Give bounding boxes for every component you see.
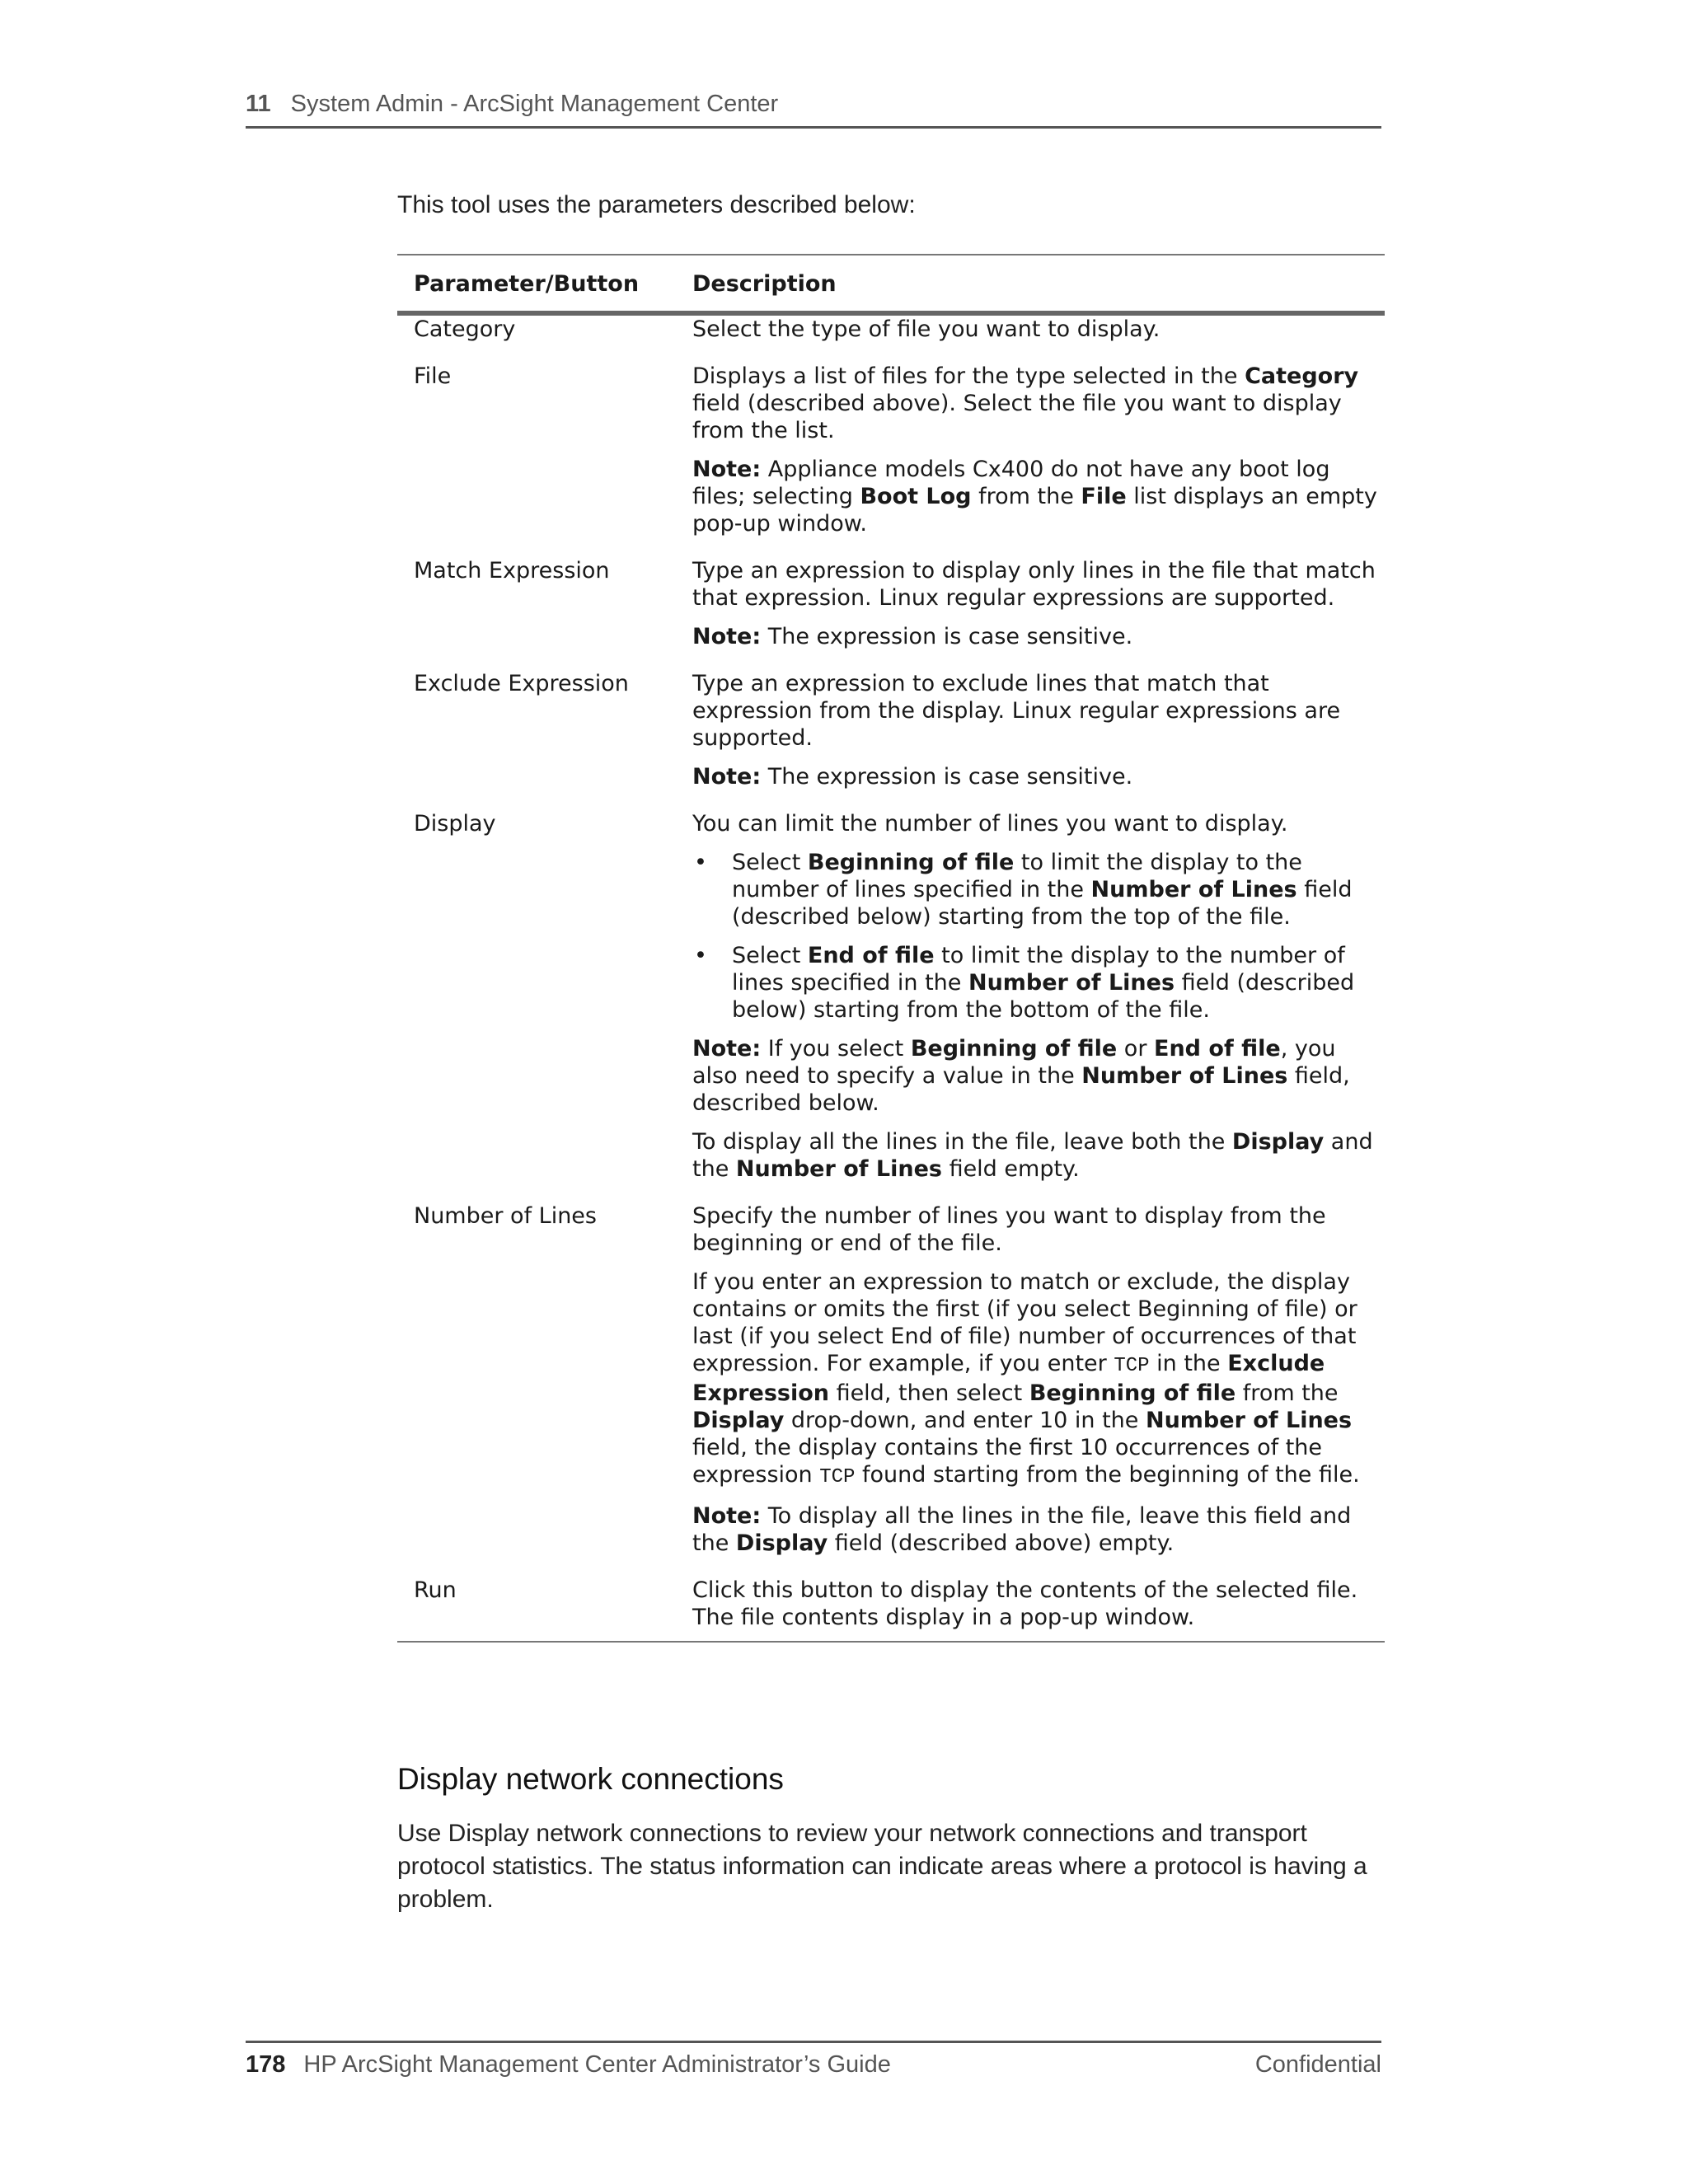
parameter-name: File xyxy=(414,363,452,389)
bold-term: Note: xyxy=(692,1503,762,1529)
bold-term: Beginning of file xyxy=(807,850,1015,875)
text-run: Appliance models Cx400 do not have any boot log files; selecting xyxy=(692,457,1330,509)
text-run: list displays an empty pop-up window. xyxy=(692,484,1377,537)
text-run: The expression is case sensitive. xyxy=(761,624,1133,649)
parameter-description xyxy=(678,810,1378,1183)
parameter-name: Exclude Expression xyxy=(414,671,629,696)
text-run: Type an expression to display only lines in the file that match that expression. Linux regular expressions are supported. xyxy=(692,558,1376,611)
chapter-title: System Admin - ArcSight Management Center xyxy=(290,91,779,117)
text-run: to limit the display to the number of lines specified in the xyxy=(732,850,1302,902)
description-paragraph xyxy=(692,1035,1378,1117)
table-row xyxy=(397,353,1385,547)
text-run: The expression is case sensitive. xyxy=(761,764,1133,790)
bold-term: End of file xyxy=(1154,1036,1281,1062)
bold-term: Number of Lines xyxy=(1090,877,1297,902)
parameter-description xyxy=(678,363,1378,537)
text-run: Select xyxy=(732,943,808,968)
text-run: field, then select xyxy=(828,1380,1029,1406)
parameter-description xyxy=(678,670,1378,790)
table-row xyxy=(397,1193,1385,1567)
text-run: field empty. xyxy=(941,1156,1080,1182)
table-row xyxy=(397,660,1385,800)
table-header xyxy=(397,255,1385,316)
description-paragraph xyxy=(692,1577,1378,1631)
text-run: Click this button to display the contents of the selected file. The file contents display in a pop-up window. xyxy=(692,1577,1358,1630)
column-header-parameter: Parameter/Button xyxy=(414,271,640,297)
bold-term: Beginning of file xyxy=(1029,1380,1236,1406)
bold-term: Category xyxy=(1245,363,1359,389)
text-run: in the xyxy=(1149,1351,1228,1376)
bold-term: File xyxy=(1081,484,1127,509)
description-paragraph xyxy=(692,316,1378,343)
text-run: and the xyxy=(692,1129,1373,1182)
bold-term: Exclude Expression xyxy=(692,1351,1325,1406)
bold-term: Number of Lines xyxy=(735,1156,942,1182)
text-run: To display all the lines in the file, leave this field and the xyxy=(692,1503,1352,1556)
table-row xyxy=(397,316,1385,353)
intro-text: This tool uses the parameters described below: xyxy=(397,191,916,218)
text-run: , you also need to specify a value in the xyxy=(692,1036,1336,1089)
text-run: If you enter an expression to match or exclude, the display contains or omits the first (if you select Beginning of file) or last (if you select End of file) number of occurrences of that expression. For example, if you enter xyxy=(692,1269,1357,1376)
text-run: Displays a list of files for the type selected in the xyxy=(692,363,1245,389)
bold-term: Note: xyxy=(692,457,762,482)
text-run: found starting from the beginning of the file. xyxy=(855,1462,1360,1488)
confidential-label: Confidential xyxy=(1254,2051,1381,2078)
description-paragraph xyxy=(692,1268,1378,1491)
bold-term: Beginning of file xyxy=(910,1036,1118,1062)
bold-term: Display xyxy=(1231,1129,1325,1155)
text-run: Specify the number of lines you want to display from the beginning or end of the file. xyxy=(692,1203,1326,1256)
table-row xyxy=(397,547,1385,660)
text-run: You can limit the number of lines you want to display. xyxy=(692,811,1288,837)
text-run: from the xyxy=(971,484,1081,509)
page-number: 178 xyxy=(246,2051,286,2078)
bold-term: Number of Lines xyxy=(1145,1408,1353,1433)
text-run: If you select xyxy=(761,1036,911,1062)
text-run: drop-down, and enter 10 in the xyxy=(784,1408,1146,1433)
description-paragraph xyxy=(692,456,1378,537)
text-run: field (described below) starting from the bottom of the file. xyxy=(732,970,1355,1023)
description-paragraph xyxy=(692,623,1378,650)
bold-term: Boot Log xyxy=(860,484,972,509)
parameter-name: Number of Lines xyxy=(414,1203,597,1229)
bold-term: Number of Lines xyxy=(1081,1063,1288,1089)
description-paragraph xyxy=(692,1128,1378,1183)
description-paragraph xyxy=(692,1502,1378,1557)
column-header-description: Description xyxy=(692,271,837,297)
bold-term: Number of Lines xyxy=(968,970,1175,996)
text-run: field, described below. xyxy=(692,1063,1350,1116)
description-paragraph xyxy=(692,763,1378,790)
description-paragraph xyxy=(692,557,1378,612)
bullet-item xyxy=(692,942,1378,1024)
bold-term: Display xyxy=(735,1530,828,1556)
description-paragraph xyxy=(692,810,1378,837)
bold-term: Display xyxy=(692,1408,785,1433)
table-row xyxy=(397,800,1385,1193)
text-run: Type an expression to exclude lines that match that expression from the display. Linux regular expressions are supported. xyxy=(692,671,1341,751)
parameter-table xyxy=(397,254,1385,1643)
text-run: field (described above) empty. xyxy=(828,1530,1175,1556)
description-paragraph xyxy=(692,363,1378,444)
bold-term: Note: xyxy=(692,1036,762,1062)
text-run: field, the display contains the first 10 occurrences of the expression xyxy=(692,1435,1323,1488)
text-run: to limit the display to the number of lines specified in the xyxy=(732,943,1345,996)
text-run: To display all the lines in the file, leave both the xyxy=(692,1129,1232,1155)
parameter-description xyxy=(678,1577,1378,1631)
section-heading: Display network connections xyxy=(397,1762,784,1796)
parameter-name: Match Expression xyxy=(414,558,610,583)
chapter-number: 11 xyxy=(246,91,271,117)
bold-term: End of file xyxy=(807,943,935,968)
text-run: from the xyxy=(1236,1380,1339,1406)
table-body xyxy=(397,316,1385,1641)
text-run: or xyxy=(1117,1036,1155,1062)
section-body: Use Display network connections to review your network connections and transport protocol statistics. The status information can indicate areas where a protocol is having a problem. xyxy=(397,1820,1367,1913)
code-term: TCP xyxy=(819,1466,856,1488)
parameter-name: Run xyxy=(414,1577,457,1603)
running-footer xyxy=(246,2041,1381,2079)
footer-left xyxy=(246,2051,891,2079)
bold-term: Note: xyxy=(692,624,762,649)
code-term: TCP xyxy=(1114,1355,1150,1377)
description-paragraph xyxy=(692,670,1378,752)
text-run: field (described above). Select the file you want to display from the list. xyxy=(692,391,1342,443)
parameter-name: Category xyxy=(414,316,516,342)
text-run: Select xyxy=(732,850,808,875)
text-run: Select the type of file you want to display. xyxy=(692,316,1160,342)
book-title: HP ArcSight Management Center Administrator’s Guide xyxy=(303,2051,891,2078)
parameter-name: Display xyxy=(414,811,496,837)
parameter-description xyxy=(678,316,1378,343)
description-paragraph xyxy=(692,1202,1378,1257)
parameter-description xyxy=(678,557,1378,650)
parameter-description xyxy=(678,1202,1378,1557)
bold-term: Note: xyxy=(692,764,762,790)
running-header xyxy=(246,91,1381,129)
bullet-item xyxy=(692,849,1378,930)
text-run: field (described below) starting from the top of the file. xyxy=(732,877,1353,930)
table-row xyxy=(397,1567,1385,1641)
